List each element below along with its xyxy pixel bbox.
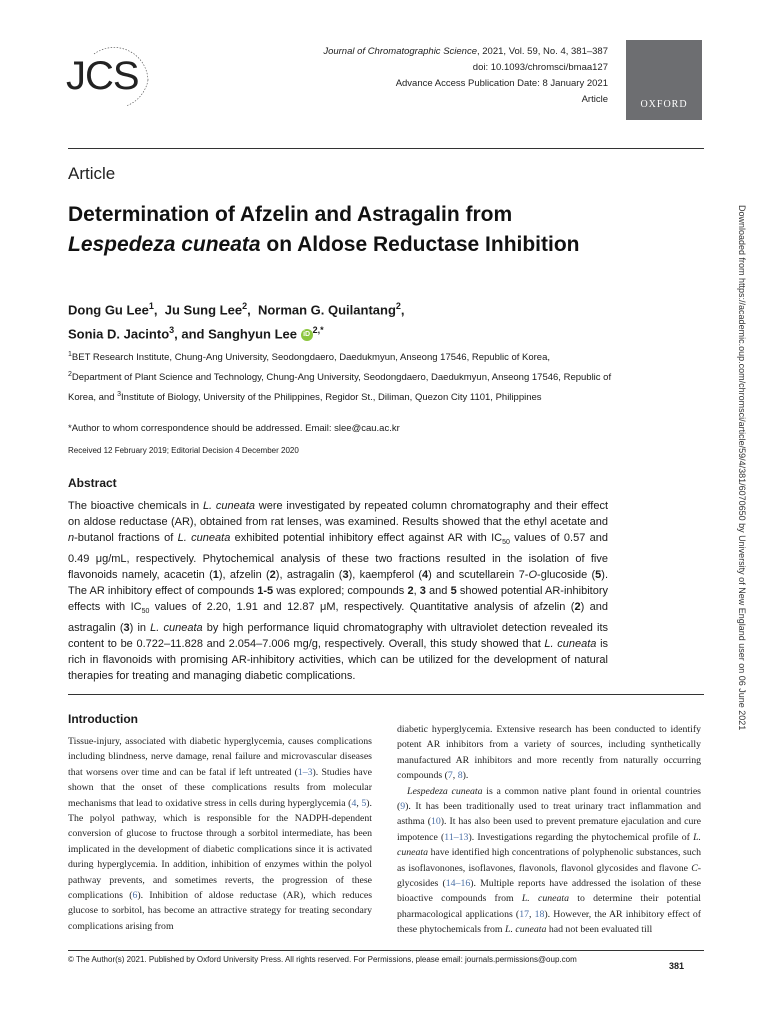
abstract-divider	[68, 694, 704, 695]
body-column-right	[397, 722, 701, 938]
correspondence-note: *Author to whom correspondence should be addressed. Email: slee@cau.ac.kr	[68, 423, 400, 434]
author-affiliation-marker: 2	[242, 301, 248, 311]
publisher-name: OXFORD	[640, 99, 688, 110]
author-affiliation-marker: 3	[169, 325, 175, 336]
author-affiliation-marker: 1	[148, 301, 154, 311]
citation-link[interactable]: 11–13	[444, 831, 469, 843]
journal-name: Journal of Chromatographic Science	[323, 46, 477, 57]
author-list: Dong Gu Lee$^1$, Ju Sung Lee$^2$, Norman G. Quilantang$^2$, Sonia D. Jacinto$^3$, and Sanghyun Lee iD $^{2,*}$	[68, 301, 405, 342]
body-column-left: Tissue-injury, associated with diabetic hyperglycemia, causes complications including blindness, nerve damage, renal failure and microvascular diseases that worsens over time and can be fatal if left untreated (1–3). Studies have shown that the onset of these complications results from molecular mechanisms that lead to oxidative stress in cells during hyperglycemia (4, 5). The polyol pathway, which is responsible for the NADPH-dependent conversion of glucose to fructose through a sorbitol intermediate, has been implicated in the development of diabetic complications since it is activated during hyperglycemia. In addition, inhibition of enzymes within the polyol pathway prevents, and sometimes reverts, the progression of these complications (6). Inhibition of aldose reductase (AR), which reduces glucose to sorbitol, has become an attractive strategy for treating secondary complications arising from	[68, 736, 373, 932]
citation-link[interactable]: 1–3	[297, 766, 313, 778]
paper-title: Determination of Afzelin and Astragalin from Lespedeza cuneata on Aldose Reductase Inhibition	[68, 203, 580, 256]
journal-volume: , 2021, Vol. 59, No. 4, 381–387	[477, 46, 608, 57]
author-name[interactable]: Ju Sung Lee	[164, 302, 243, 318]
citation-link[interactable]: 7	[447, 770, 453, 782]
citation-link[interactable]: 14–16	[445, 878, 471, 890]
publisher-logo	[626, 40, 702, 120]
article-type: Article	[581, 94, 608, 105]
author-name[interactable]: Norman G. Quilantang	[257, 302, 396, 318]
citation-link[interactable]: 6	[132, 890, 138, 902]
paragraph: diabetic hyperglycemia. Extensive research has been conducted to identify potent AR inhibitors from a variety of sources, including synthetically manufactured AR inhibitors and more recently from naturally occurring compounds (7, 8).	[397, 724, 701, 782]
page-number: 381	[668, 961, 684, 971]
citation-link[interactable]: 5	[361, 797, 367, 809]
abstract-text: The bioactive chemicals in L. cuneata were investigated by repeated column chromatography and their effect on aldose reductase (AR), obtained from rat lenses, was examined. Results showed that the ethyl acetate and n-butanol fractions of L. cuneata exhibited potential inhibitory effect against AR with $IC_{50}$ values of 0.57 and 0.49 μg/mL, respectively. Phytochemical analysis of these two fractions resulted in the isolation of five flavonoids namely, acacetin (1), afzelin (2), astragalin (3), kaempferol (4) and scutellarein 7-O-glucoside (5). The AR inhibitory effect of compounds 1-5 was explored; compounds 2, 3 and 5 showed potential AR-inhibitory effects with $IC_{50}$ values of 2.20, 1.91 and 12.87 μM, respectively. Quantitative analysis of afzelin (2) and astragalin (3) in L. cuneata by high performance liquid chromatography with ultraviolet detection revealed its content to be 0.722–11.828 and 2.054–7.006 mg/g, respectively. Overall, this study showed that L. cuneata is rich in flavonoids with promising AR-inhibitory activities, which can be utilized for the development of natural therapies for treating and managing diabetic complications.	[68, 500, 609, 683]
author-name[interactable]: Sanghyun Lee	[208, 326, 297, 342]
citation-link[interactable]: 4	[351, 797, 357, 809]
author-name[interactable]: Sonia D. Jacinto	[68, 326, 170, 342]
advance-access-date: Advance Access Publication Date: 8 January 2021	[395, 78, 608, 89]
author-name[interactable]: Dong Gu Lee	[68, 302, 149, 318]
introduction-heading: Introduction	[68, 712, 138, 726]
orcid-icon[interactable]: iD	[301, 329, 313, 341]
citation-link[interactable]: 17	[519, 908, 529, 920]
paragraph: Lespedeza cuneata is a common native plant found in oriental countries (9). It has been traditionally used to treat urinary tract inflammation and asthma (10). It has also been used to prevent premature ejaculation and cure impotence (11–13). Investigations regarding the phytochemical profile of L. cuneata have identified high concentrations of polyphenolic substances, such as isoflavonones, isoflavones, flavonols, flavonol glycosides and flavone C-glycosides (14–16). Multiple reports have addressed the isolation of these bioactive compounds from L. cuneata to determine their potential pharmacological applications (17, 18). However, the AR inhibitory effect of these phytochemicals from L. cuneata had not been evaluated till	[397, 785, 701, 936]
journal-info	[323, 44, 608, 108]
author-affiliation-marker: 2,*	[312, 325, 324, 336]
logo-letters: JCS	[66, 54, 139, 98]
journal-logo	[66, 40, 162, 110]
citation-link[interactable]: 9	[400, 801, 406, 813]
header-divider	[68, 148, 704, 149]
footer-divider	[68, 950, 704, 951]
copyright-notice: © The Author(s) 2021. Published by Oxford University Press. All rights reserved. For Permissions, please email: journals.permissions@oup.com	[68, 955, 577, 964]
doi-link[interactable]: doi: 10.1093/chromsci/bmaa127	[472, 62, 608, 73]
citation-link[interactable]: 10	[430, 816, 441, 828]
abstract-heading: Abstract	[68, 476, 117, 490]
received-dates: Received 12 February 2019; Editorial Decision 4 December 2020	[68, 446, 299, 455]
citation-link[interactable]: 18	[534, 908, 545, 920]
species-name: Lespedeza cuneata	[68, 233, 261, 256]
article-label: Article	[68, 164, 116, 183]
citation-link[interactable]: 8	[457, 770, 463, 782]
affiliations: $^1$BET Research Institute, Chung-Ang University, Seodongdaero, Daedukmyun, Anseong 17546, Republic of Korea, $^2$Department of Plant Science and Technology, Chung-Ang University, Seodongdaero, Daedukmyun, Anseong 17546, Republic of Korea, and $^3$Institute of Biology, University of the Philippines, Regidor St., Diliman, Quezon City 1101, Philippines	[68, 351, 612, 404]
download-watermark: Downloaded from https://academic.oup.com/chromsci/article/59/4/381/6070650 by University of New England user on 06 June 2021	[737, 205, 747, 731]
author-affiliation-marker: 2	[395, 301, 401, 311]
